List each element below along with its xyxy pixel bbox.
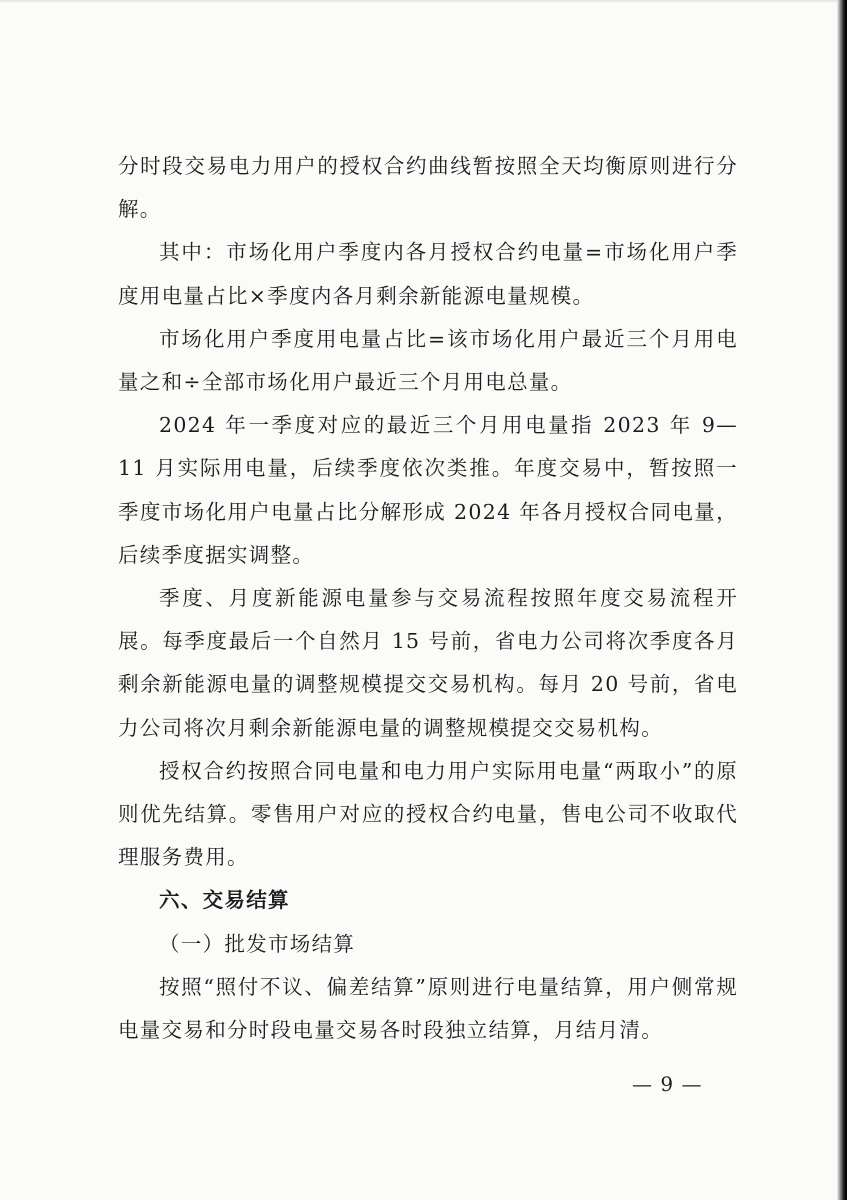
page-top-edge xyxy=(0,0,847,3)
paragraph-settlement-priority: 授权合约按照合同电量和电力用户实际用电量“两取小”的原则优先结算。零售用户对应的授权合约电量，售电公司不收取代理服务费用。 xyxy=(118,758,738,870)
paragraph-curve-decomposition: 分时段交易电力用户的授权合约曲线暂按照全天均衡原则进行分解。 xyxy=(118,154,738,222)
paragraph-quarterly-share-formula: 市场化用户季度用电量占比=该市场化用户最近三个月用电量之和÷全部市场化用户最近三个月用电总量。 xyxy=(118,326,738,395)
page-number: — 9 — xyxy=(632,1072,703,1096)
paragraph-trading-process: 季度、月度新能源电量参与交易流程按照年度交易流程开展。每季度最后一个自然月 15 号前，省电力公司将次季度各月剩余新能源电量的调整规模提交交易机构。每月 20 号前，省电力公司将次月剩余新能源电量的调整规模提交交易机构。 xyxy=(118,586,738,740)
document-body xyxy=(118,145,738,1052)
page-right-edge xyxy=(837,0,847,1200)
section-heading: 六、交易结算 xyxy=(159,888,290,913)
subsection-heading: （一）批发市场结算 xyxy=(159,931,356,956)
paragraph-reference-period: 2024 年一季度对应的最近三个月用电量指 2023 年 9—11 月实际用电量，后续季度依次类推。年度交易中，暂按照一季度市场化用户电量占比分解形成 2024 年各月授权合同电量，后续季度据实调整。 xyxy=(118,413,738,567)
paragraph-settlement-principle: 按照“照付不议、偏差结算”原则进行电量结算，用户侧常规电量交易和分时段电量交易各时段独立结算，月结月清。 xyxy=(118,974,738,1043)
paragraph-monthly-contract-formula: 其中：市场化用户季度内各月授权合约电量=市场化用户季度用电量占比×季度内各月剩余新能源电量规模。 xyxy=(118,240,738,308)
